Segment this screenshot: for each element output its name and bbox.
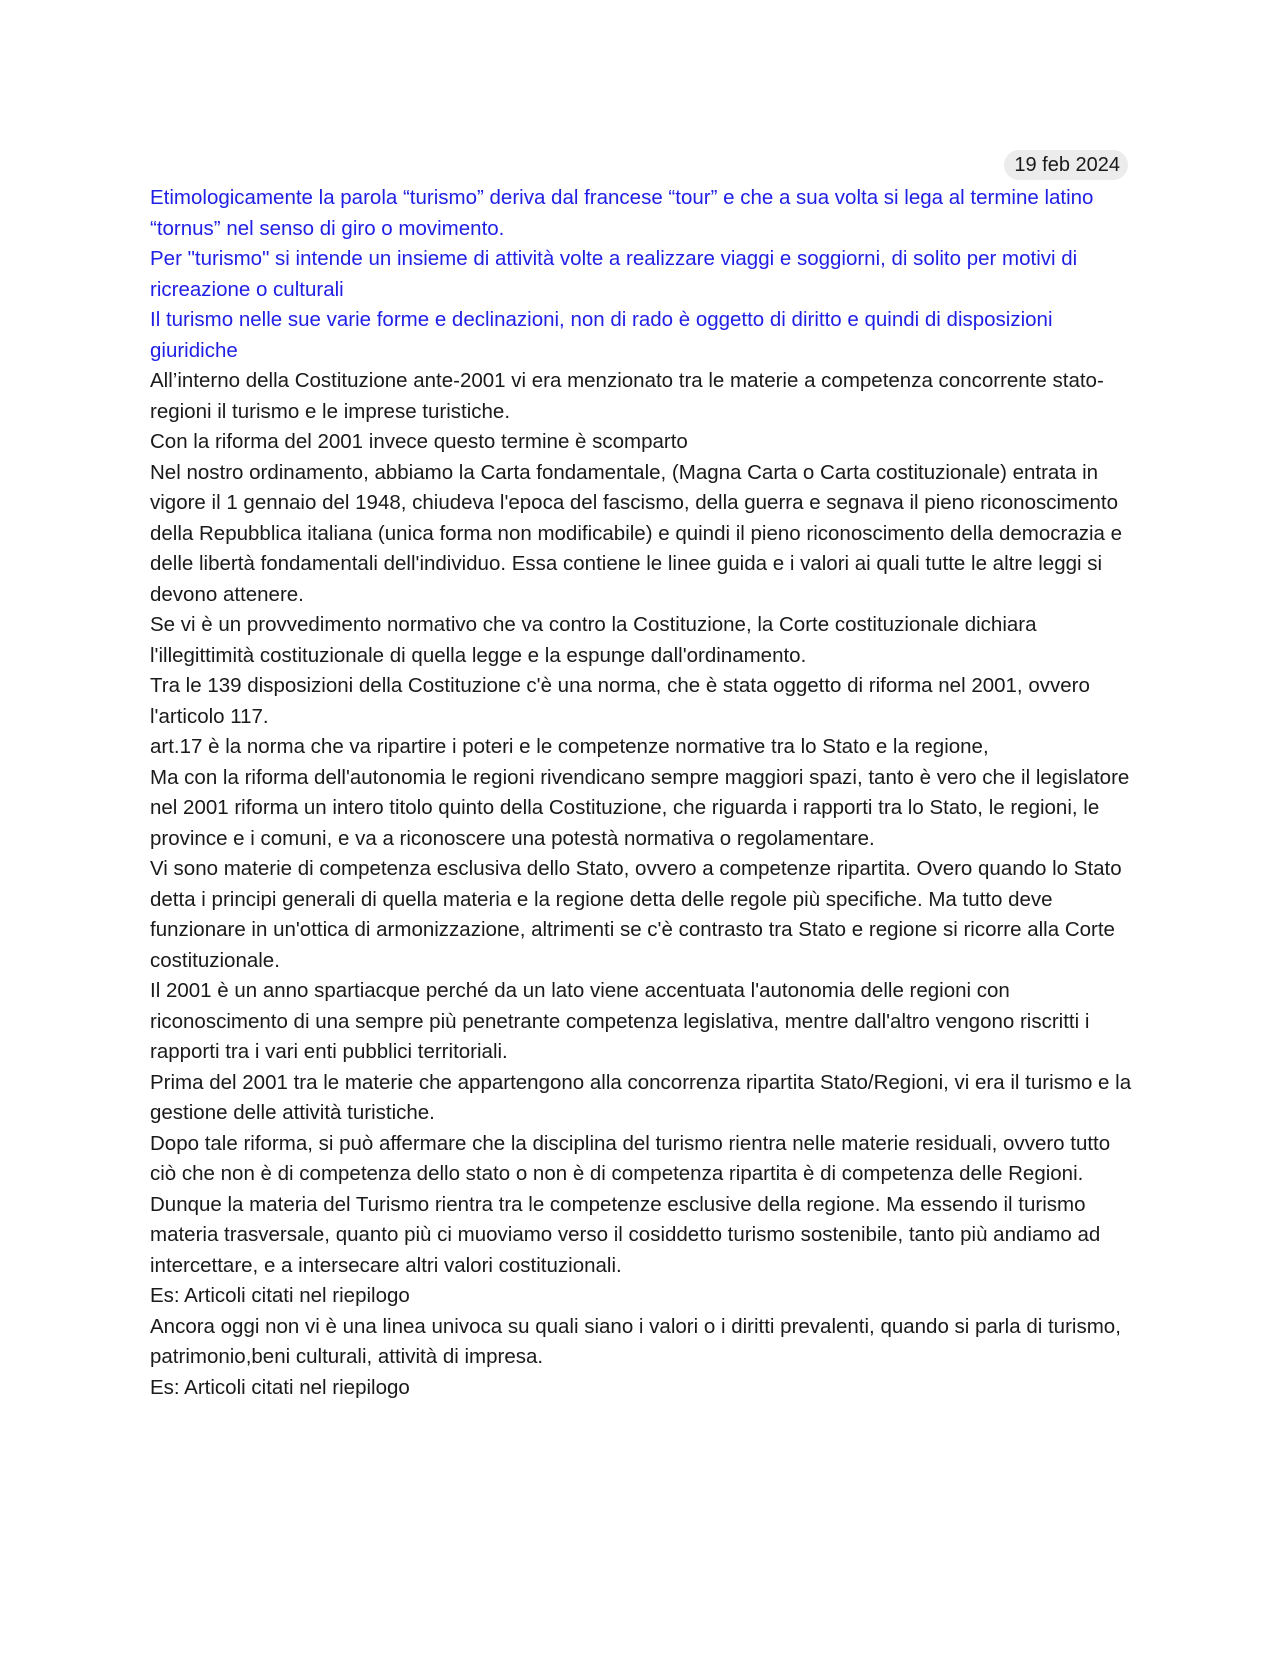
paragraph-constitutional-court: Se vi è un provvedimento normativo che va contro la Costituzione, la Corte costituzionale dichiara l'illegittimità costituzionale di quella legge e la espunge dall'ordinamento.	[150, 613, 1037, 667]
document-body	[150, 183, 1135, 1403]
paragraph-example-2: Es: Articoli citati nel riepilogo	[150, 1375, 410, 1399]
paragraph-etymology: Etimologicamente la parola “turismo” deriva dal francese “tour” e che a sua volta si lega al termine latino “tornus” nel senso di giro o movimento.	[150, 186, 1094, 240]
paragraph-article-17: art.17 è la norma che va ripartire i poteri e le competenze normative tra lo Stato e la regione,	[150, 735, 989, 758]
paragraph-legal-object: Il turismo nelle sue varie forme e declinazioni, non di rado è oggetto di diritto e quindi di disposizioni giuridiche	[150, 308, 1053, 362]
paragraph-no-univocal-line: Ancora oggi non vi è una linea univoca su quali siano i valori o i diritti prevalenti, quando si parla di turismo, patrimonio,beni culturali, attività di impresa.	[150, 1314, 1121, 1368]
paragraph-watershed-year: Il 2001 è un anno spartiacque perché da un lato viene accentuata l'autonomia delle regioni con riconoscimento di una sempre più penetrante competenza legislativa, mentre dall'altro vengono riscritti i rapporti tra i vari enti pubblici territoriali.	[150, 979, 1090, 1063]
paragraph-competences: Vi sono materie di competenza esclusiva dello Stato, ovvero a competenze ripartita. Overo quando lo Stato detta i principi generali di quella materia e la regione detta delle regole più specifiche. Ma tutto deve funzionare in un'ottica di armonizzazione, altrimenti se c'è contrasto tra Stato e regione si ricorre alla Corte costituzionale.	[150, 857, 1122, 972]
paragraph-reform-2001: Con la riforma del 2001 invece questo termine è scomparto	[150, 430, 688, 453]
paragraph-title-five: Ma con la riforma dell'autonomia le regioni rivendicano sempre maggiori spazi, tanto è vero che il legislatore nel 2001 riforma un intero titolo quinto della Costituzione, che riguarda i rapporti tra lo Stato, le regioni, le province e i comuni, e va a riconoscere una potestà normativa o regolamentare.	[150, 765, 1130, 850]
paragraph-pre-2001: All’interno della Costituzione ante-2001 vi era menzionato tra le materie a competenza concorrente stato-regioni il turismo e le imprese turistiche.	[150, 369, 1104, 423]
paragraph-before-2001: Prima del 2001 tra le materie che appartengono alla concorrenza ripartita Stato/Regioni, vi era il turismo e la gestione delle attività turistiche.	[150, 1070, 1132, 1124]
paragraph-definition: Per "turismo" si intende un insieme di attività volte a realizzare viaggi e soggiorni, di solito per motivi di ricreazione o culturali	[150, 247, 1078, 301]
paragraph-article-117: Tra le 139 disposizioni della Costituzione c'è una norma, che è stata oggetto di riforma nel 2001, ovvero l'articolo 117.	[150, 674, 1090, 728]
paragraph-constitution: Nel nostro ordinamento, abbiamo la Carta fondamentale, (Magna Carta o Carta costituzionale) entrata in vigore il 1 gennaio del 1948, chiudeva l'epoca del fascismo, della guerra e segnava il pieno riconoscimento della Repubblica italiana (unica forma non modificabile) e quindi il pieno riconoscimento della democrazia e delle libertà fondamentali dell'individuo. Essa contiene le linee guida e i valori ai quali tutte le altre leggi si devono attenere.	[150, 460, 1123, 606]
paragraph-example-1: Es: Articoli citati nel riepilogo	[150, 1284, 410, 1307]
date-chip[interactable]: 19 feb 2024	[1004, 150, 1128, 180]
paragraph-after-reform: Dopo tale riforma, si può affermare che la disciplina del turismo rientra nelle materie residuali, ovvero tutto ciò che non è di competenza dello stato o non è di competenza ripartita è di competenza delle Regioni. Dunque la materia del Turismo rientra tra le competenze esclusive della regione. Ma essendo il turismo materia trasversale, quanto più ci muoviamo verso il cosiddetto turismo sostenibile, tanto più andiamo ad intercettare, e a intersecare altri valori costituzionali.	[150, 1131, 1111, 1277]
